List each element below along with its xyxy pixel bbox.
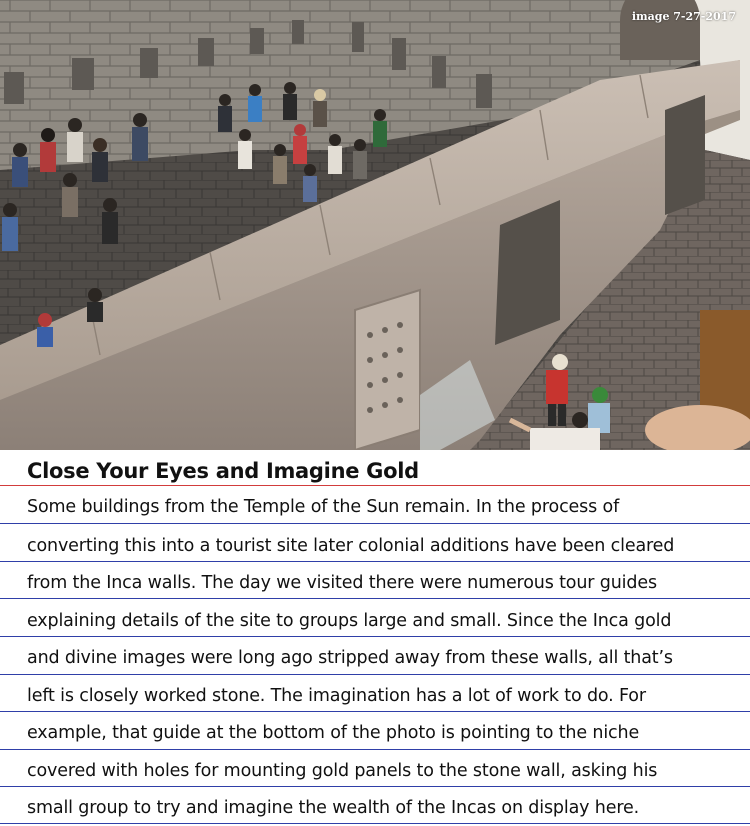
article-title: Close Your Eyes and Imagine Gold — [27, 459, 419, 483]
ruled-line — [0, 786, 750, 787]
image-date-stamp: image 7-27-2017 — [631, 10, 736, 23]
wooden-door — [700, 310, 750, 420]
article-text-block — [0, 450, 750, 826]
ruled-line — [0, 561, 750, 562]
body-line-5: and divine images were long ago stripped away from these walls, all that’s — [27, 648, 673, 668]
ruled-line — [0, 711, 750, 712]
body-line-1: Some buildings from the Temple of the Sun remain. In the process of — [27, 497, 620, 517]
body-line-9: small group to try and imagine the wealth of the Incas on display here. — [27, 798, 640, 818]
ruled-line — [0, 523, 750, 524]
ruled-line — [0, 674, 750, 675]
body-line-8: covered with holes for mounting gold panels to the stone wall, asking his — [27, 761, 658, 781]
title-rule — [0, 485, 750, 486]
body-line-4: explaining details of the site to groups large and small. Since the Inca gold — [27, 611, 672, 631]
body-line-2: converting this into a tourist site later colonial additions have been cleared — [27, 536, 675, 556]
body-line-3: from the Inca walls. The day we visited there were numerous tour guides — [27, 573, 657, 593]
ruled-line — [0, 598, 750, 599]
ruled-line — [0, 636, 750, 637]
ruled-line — [0, 749, 750, 750]
arched-doorway — [620, 0, 700, 60]
niche-with-holes — [355, 290, 420, 450]
body-line-7: example, that guide at the bottom of the photo is pointing to the niche — [27, 723, 640, 743]
body-line-6: left is closely worked stone. The imagination has a lot of work to do. For — [27, 686, 646, 706]
ruled-line — [0, 823, 750, 824]
trapezoidal-doorway-far — [665, 95, 705, 215]
